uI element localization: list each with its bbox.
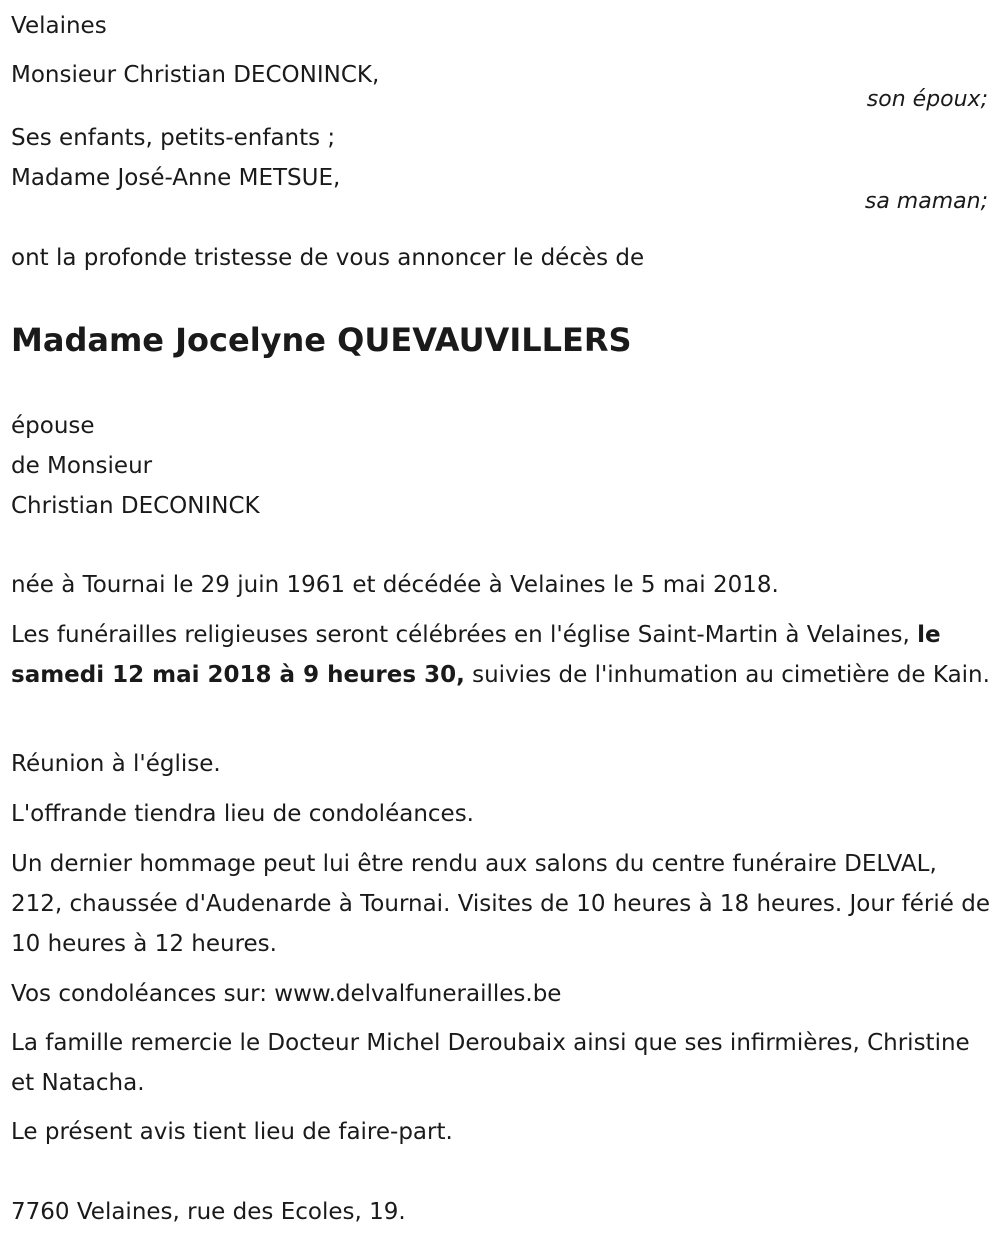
deceased-name: Madame Jocelyne QUEVAUVILLERS (11, 321, 632, 359)
offering-line: L'offrande tiendra lieu de condoléances. (11, 801, 474, 827)
announcement-line: ont la profonde tristesse de vous annoncer le décès de (11, 245, 645, 271)
tribute-paragraph: Un dernier hommage peut lui être rendu aux salons du centre funéraire DELVAL, 212, chaussée d'Audenarde à Tournai. Visites de 10 heures à 18 heures. Jour férié de 10 heures à 12 heures. (11, 851, 990, 957)
condolences-line: Vos condoléances sur: www.delvalfunerailles.be (11, 981, 562, 1007)
spouse-role: son époux; (866, 87, 988, 112)
spouse-name: Monsieur Christian DECONINCK, (11, 62, 380, 88)
children-line: Ses enfants, petits-enfants ; (11, 125, 336, 151)
relation-line-3: Christian DECONINCK (11, 493, 260, 519)
funeral-text-2: suivies de l'inhumation au cimetière de Kain. (464, 662, 990, 688)
relation-line-2: de Monsieur (11, 453, 153, 479)
notice-line: Le présent avis tient lieu de faire-part. (11, 1119, 453, 1145)
funeral-date: le samedi 12 mai 2018 à 9 heures 30, (11, 622, 941, 688)
place-heading: Velaines (11, 13, 107, 39)
relation-line-1: épouse (11, 413, 95, 439)
address-line: 7760 Velaines, rue des Ecoles, 19. (11, 1199, 406, 1225)
funeral-paragraph (11, 615, 991, 695)
meeting-line: Réunion à l'église. (11, 751, 221, 777)
thanks-paragraph: La famille remercie le Docteur Michel Deroubaix ainsi que ses infirmières, Christine et Natacha. (11, 1030, 970, 1096)
mother-role: sa maman; (864, 189, 988, 214)
funeral-text-1: Les funérailles religieuses seront célébrées en l'église Saint-Martin à Velaines, (11, 622, 918, 648)
birth-death-line: née à Tournai le 29 juin 1961 et décédée à Velaines le 5 mai 2018. (11, 572, 779, 598)
mother-name: Madame José-Anne METSUE, (11, 165, 341, 191)
